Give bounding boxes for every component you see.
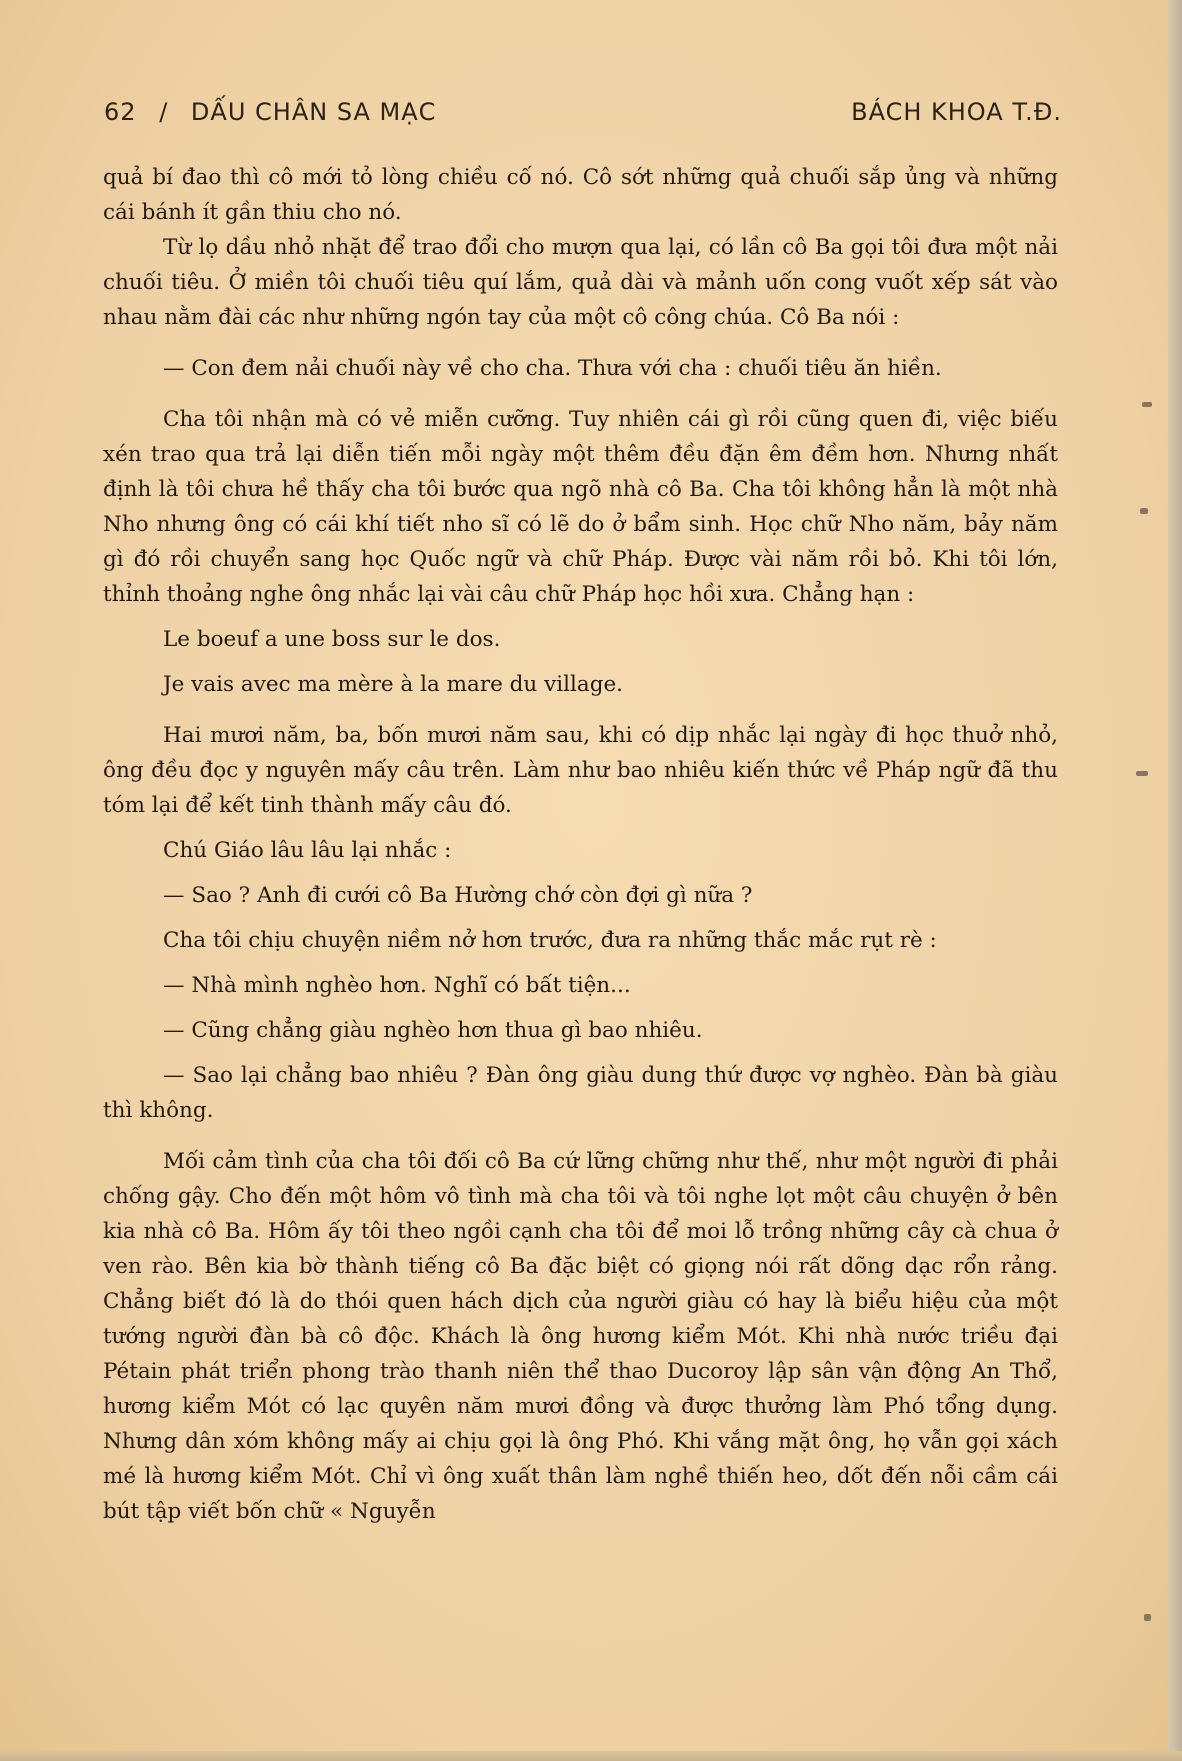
paragraph: Cha tôi nhận mà có vẻ miễn cưỡng. Tuy nhiên cái gì rồi cũng quen đi, việc biếu xén trao qua trả lại diễn tiến mỗi ngày một thêm đều đặn êm đềm hơn. Nhưng nhất định là tôi chưa hề thấy cha tôi bước qua ngõ nhà cô Ba. Cha tôi không hẳn là một nhà Nho nhưng ông có cái khí tiết nho sĩ có lẽ do ở bẩm sinh. Học chữ Nho năm, bảy năm gì đó rồi chuyển sang học Quốc ngữ và chữ Pháp. Được vài năm rồi bỏ. Khi tôi lớn, thỉnh thoảng nghe ông nhắc lại vài câu chữ Pháp học hồi xưa. Chẳng hạn : [103,407,1058,607]
margin-speck [1142,402,1152,407]
paragraph: quả bí đao thì cô mới tỏ lòng chiều cố nó. Cô sớt những quả chuối sắp ủng và những cái bánh ít gần thiu cho nó. [103,165,1058,225]
page-edge-shadow [1168,0,1182,1761]
french-sentence: Le boeuf a une boss sur le dos. [163,627,501,652]
margin-speck [1136,771,1148,776]
running-header [104,98,1062,132]
page-bottom-edge [0,1751,1182,1761]
page-number: 62 [104,98,137,126]
paragraph: Từ lọ dầu nhỏ nhặt để trao đổi cho mượn qua lại, có lần cô Ba gọi tôi đưa một nải chuối tiêu. Ở miền tôi chuối tiêu quí lắm, quả dài và mảnh uốn cong vuốt xếp sát vào nhau nằm đài các như những ngón tay của một cô công chúa. Cô Ba nói : [103,235,1058,330]
page-body [103,160,1058,1529]
paragraph: Mối cảm tình của cha tôi đối cô Ba cứ lững chững như thế, như một người đi phải chống gậy. Cho đến một hôm vô tình mà cha tôi và tôi nghe lọt một câu chuyện ở bên kia nhà cô Ba. Hôm ấy tôi theo ngồi cạnh cha tôi để moi lỗ trồng những cây cà chua ở ven rào. Bên kia bờ thành tiếng cô Ba đặc biệt có giọng nói rất dõng dạc rổn rảng. Chẳng biết đó là do thói quen hách dịch của người giàu có hay là biểu hiệu của một tướng người đàn bà cô độc. Khách là ông hương kiểm Mót. Khi nhà nước triều đại Pétain phát triển phong trào thanh niên thể thao Ducoroy lập sân vận động An Thổ, hương kiểm Mót có lạc quyên năm mươi đồng và được thưởng làm Phó tổng dụng. Nhưng dân xóm không mấy ai chịu gọi là ông Phó. Khi vắng mặt ông, họ vẫn gọi xách mé là hương kiểm Mót. Chỉ vì ông xuất thân làm nghề thiến heo, dốt đến nỗi cầm cái bút tập viết bốn chữ « Nguyễn [103,1149,1058,1524]
book-title: DẤU CHÂN SA MẠC [190,98,437,126]
dialogue-line: — Nhà mình nghèo hơn. Nghĩ có bất tiện... [163,973,631,998]
dialogue-line: — Sao lại chẳng bao nhiêu ? Đàn ông giàu dung thứ được vợ nghèo. Đàn bà giàu thì không. [103,1063,1058,1123]
publication-name: BÁCH KHOA T.Đ. [851,98,1062,126]
paragraph: Chú Giáo lâu lâu lại nhắc : [163,838,452,863]
margin-speck [1144,1614,1151,1621]
header-left [104,98,450,126]
dialogue-line: — Cũng chẳng giàu nghèo hơn thua gì bao nhiêu. [163,1018,703,1043]
margin-speck [1140,508,1148,514]
paragraph: Cha tôi chịu chuyện niềm nở hơn trước, đưa ra những thắc mắc rụt rè : [163,928,937,953]
french-sentence: Je vais avec ma mère à la mare du village. [163,672,624,697]
dialogue-line: — Con đem nải chuối này về cho cha. Thưa với cha : chuối tiêu ăn hiền. [163,356,942,381]
dialogue-line: — Sao ? Anh đi cưới cô Ba Hường chớ còn đợi gì nữa ? [163,883,753,908]
paragraph: Hai mươi năm, ba, bốn mươi năm sau, khi có dịp nhắc lại ngày đi học thuở nhỏ, ông đều đọc y nguyên mấy câu trên. Làm như bao nhiêu kiến thức về Pháp ngữ đã thu tóm lại để kết tinh thành mấy câu đó. [103,723,1058,818]
header-separator: / [159,98,169,126]
